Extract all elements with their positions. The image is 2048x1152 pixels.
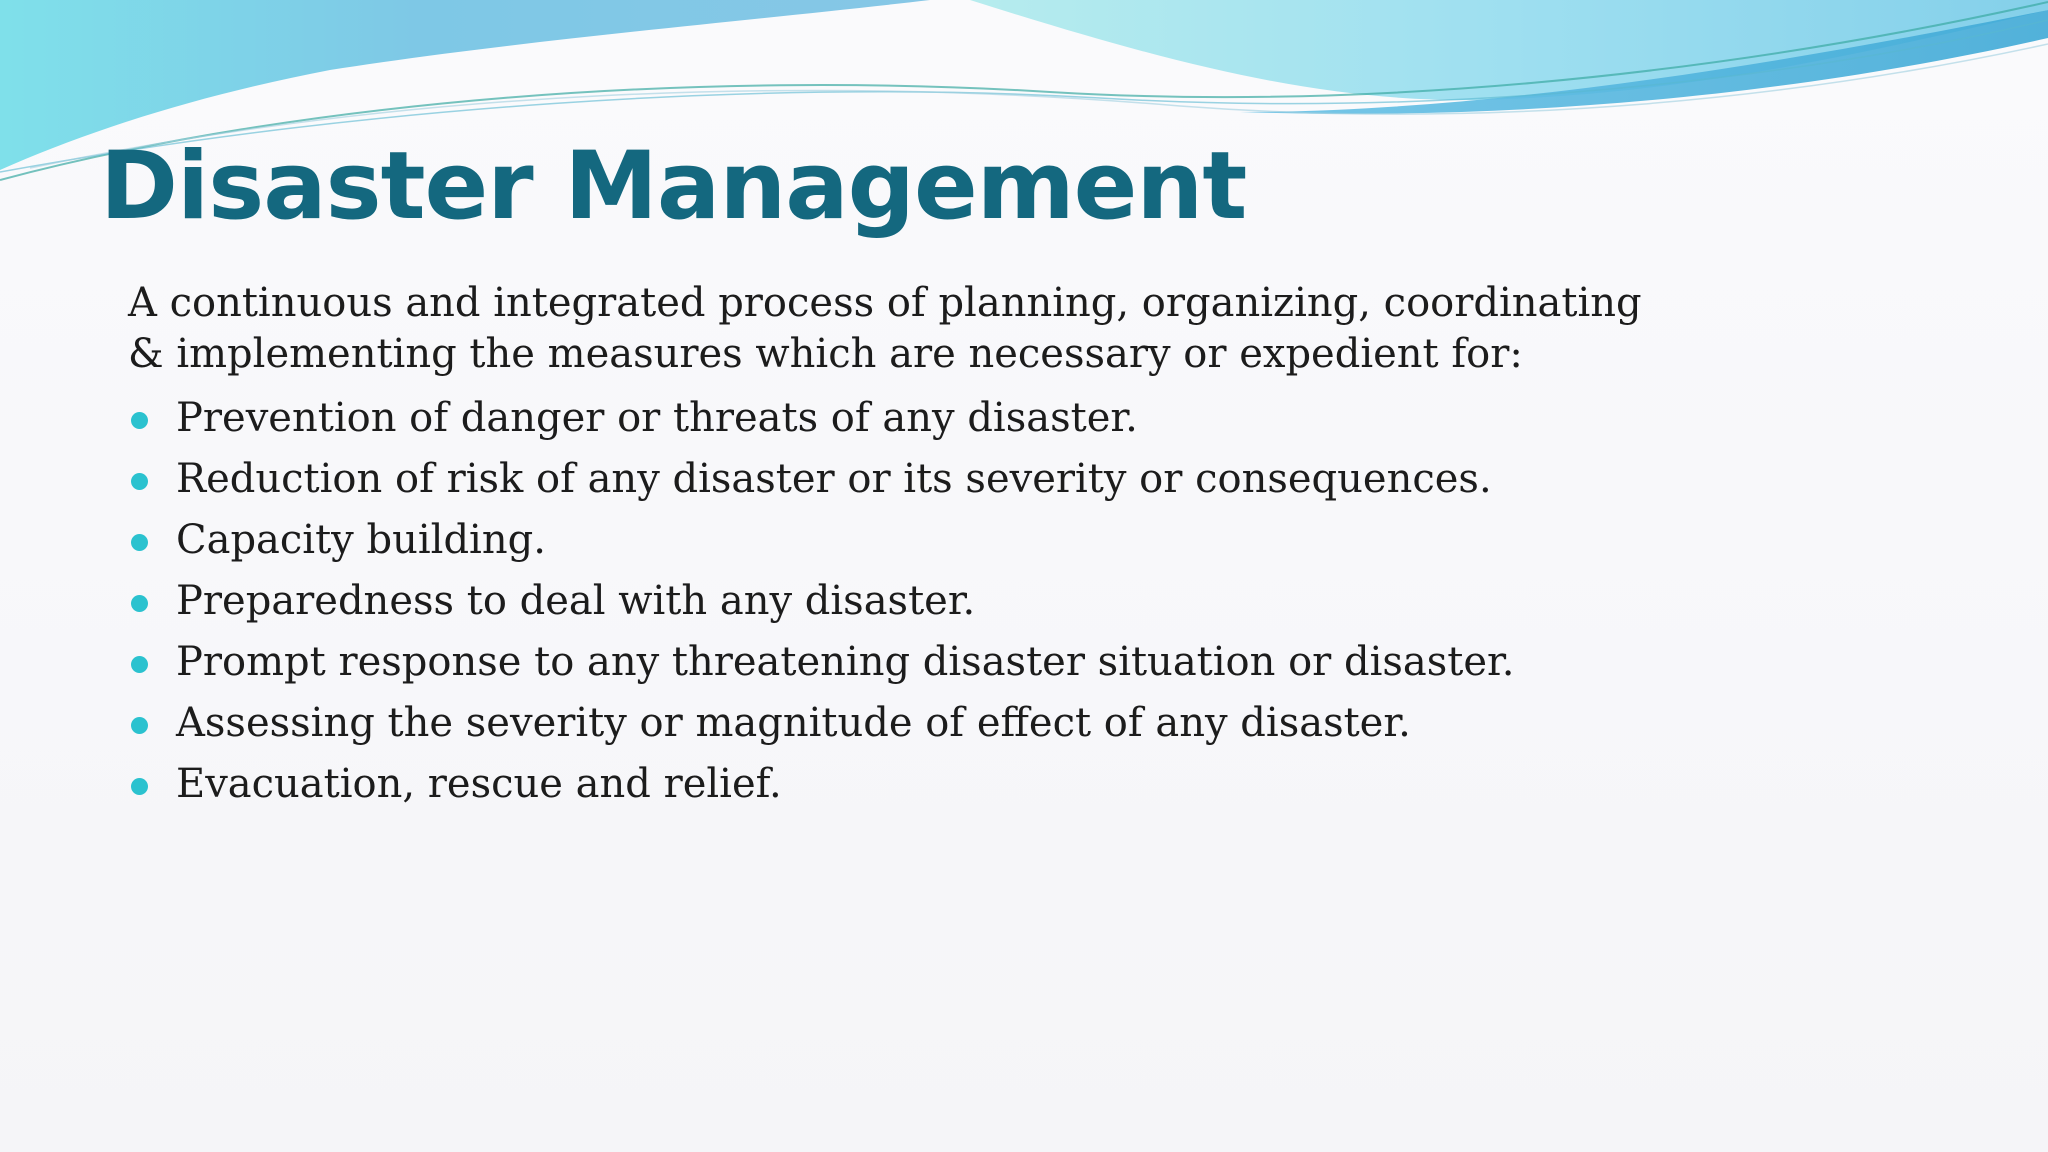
bullet-item bbox=[128, 754, 1688, 815]
bullet-dot-icon bbox=[131, 412, 148, 429]
bullet-list bbox=[128, 388, 1688, 815]
bullet-item bbox=[128, 693, 1688, 754]
slide-body bbox=[128, 278, 1688, 815]
bullet-text: Capacity building. bbox=[176, 517, 546, 563]
slide-title: Disaster Management bbox=[100, 132, 1247, 241]
intro-paragraph: A continuous and integrated process of planning, organizing, coordinating & implementing the measures which are necessary or expedient for: bbox=[128, 280, 1642, 377]
bullet-item bbox=[128, 510, 1688, 571]
bullet-item bbox=[128, 571, 1688, 632]
bullet-text: Preparedness to deal with any disaster. bbox=[176, 578, 976, 624]
bullet-dot-icon bbox=[131, 534, 148, 551]
bullet-text: Assessing the severity or magnitude of effect of any disaster. bbox=[176, 700, 1411, 746]
bullet-text: Prevention of danger or threats of any disaster. bbox=[176, 395, 1138, 441]
bullet-item bbox=[128, 632, 1688, 693]
bullet-text: Evacuation, rescue and relief. bbox=[176, 761, 782, 807]
bullet-item bbox=[128, 388, 1688, 449]
bullet-dot-icon bbox=[131, 473, 148, 490]
bullet-dot-icon bbox=[131, 595, 148, 612]
bullet-text: Reduction of risk of any disaster or its severity or consequences. bbox=[176, 456, 1492, 502]
bullet-dot-icon bbox=[131, 656, 148, 673]
bullet-item bbox=[128, 449, 1688, 510]
bullet-dot-icon bbox=[131, 717, 148, 734]
bullet-dot-icon bbox=[131, 778, 148, 795]
bullet-text: Prompt response to any threatening disaster situation or disaster. bbox=[176, 639, 1515, 685]
